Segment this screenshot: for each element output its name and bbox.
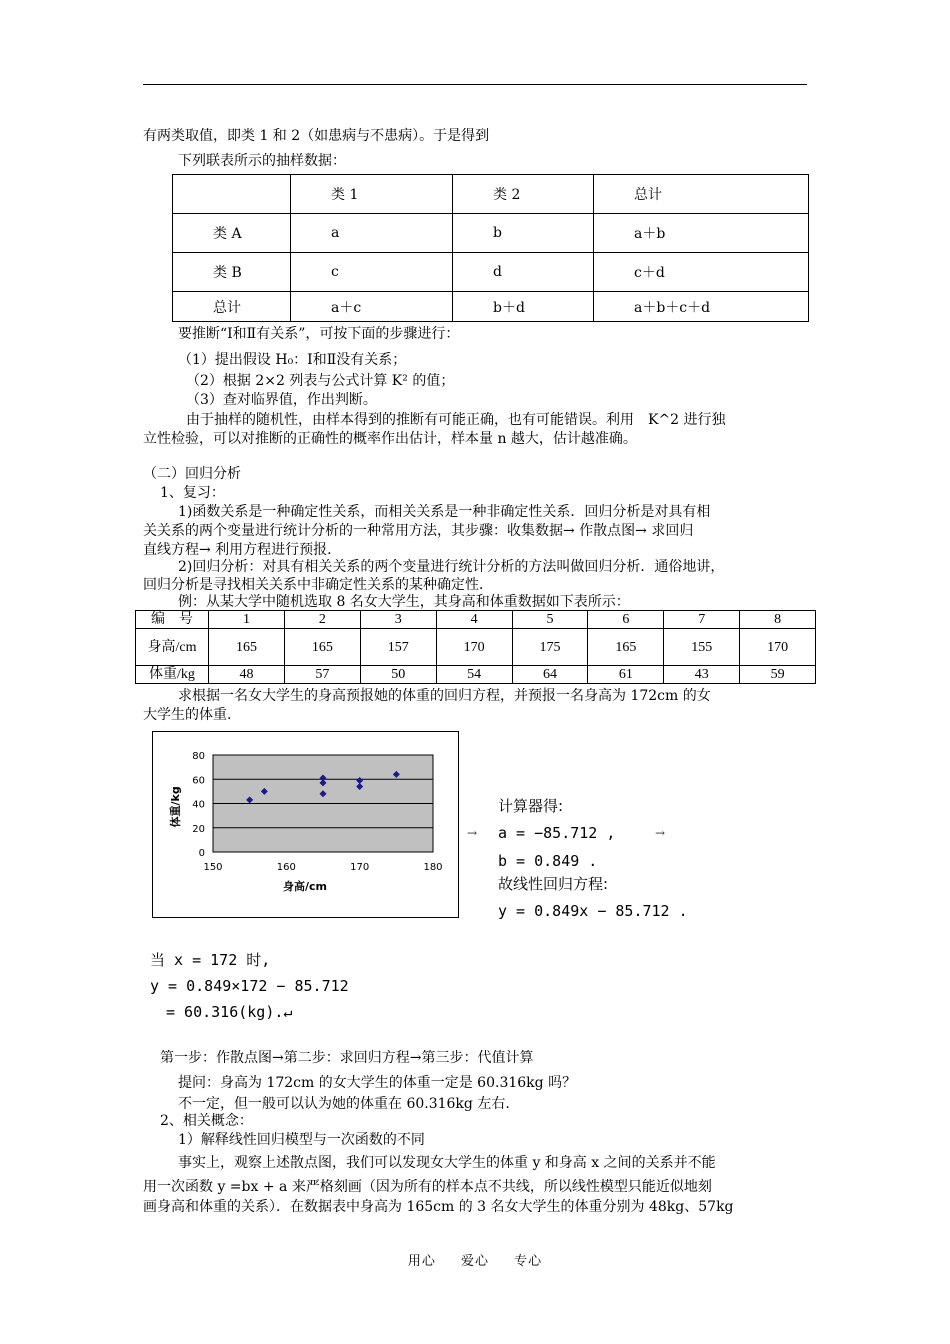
table-cell: 总计 (594, 175, 809, 214)
table-cell: 4 (436, 611, 512, 629)
table-cell: 体重/kg (136, 666, 209, 684)
x-axis-label: 身高/cm (283, 880, 327, 893)
para-line: 用一次函数 y =bx + a 来严格刻画（因为所有的样本点不共线，所以线性模型只能近似地刻 (143, 1179, 712, 1195)
table-cell: 59 (740, 666, 816, 684)
section-title: （二）回归分析 (143, 466, 241, 482)
calc-step1: y = 0.849×172 − 85.712 (150, 977, 349, 995)
para-line: 求根据一名女大学生的身高预报她的体重的回归方程，并预报一名身高为 172cm 的女 (178, 688, 711, 704)
step-intro: 要推断“Ⅰ和Ⅱ有关系”，可按下面的步骤进行： (178, 326, 460, 342)
para-line: 立性检验，可以对推断的正确性的概率作出估计，样本量 n 越大，估计越准确。 (143, 431, 637, 447)
y-tick-label: 80 (192, 751, 205, 762)
table-cell: 54 (436, 666, 512, 684)
x-tick-label: 160 (276, 862, 296, 873)
calc-eq: y = 0.849x − 85.712 . (498, 902, 688, 920)
scatter-chart (153, 732, 458, 917)
table-cell: c＋d (594, 253, 809, 292)
table-cell: 43 (664, 666, 740, 684)
table-cell: 总计 (173, 292, 291, 322)
table-cell: 170 (740, 629, 816, 666)
para-line: 1)函数关系是一种确定性关系，而相关关系是一种非确定性关系．回归分析是对具有相 (178, 504, 711, 520)
table-cell: 8 (740, 611, 816, 629)
table-cell: 50 (360, 666, 436, 684)
table-row (136, 611, 816, 629)
para-line: 下列联表所示的抽样数据： (178, 153, 346, 169)
table-cell (173, 175, 291, 214)
calc-step2: = 60.316(kg).↵ (166, 1003, 293, 1021)
para-line: 2)回归分析：对具有相关关系的两个变量进行统计分析的方法叫做回归分析．通俗地讲， (178, 559, 725, 575)
table-cell: 类 B (173, 253, 291, 292)
y-tick-label: 20 (192, 823, 205, 835)
calc-when: 当 x = 172 时, (150, 951, 271, 969)
table-cell: a (291, 214, 453, 253)
para-line: 第一步：作散点图→第二步：求回归方程→第三步：代值计算 (160, 1050, 534, 1066)
table-cell: 5 (512, 611, 588, 629)
y-axis-label: 体重/kg (169, 786, 182, 828)
table-cell: 64 (512, 666, 588, 684)
scatter-chart-frame (152, 731, 459, 918)
table-cell: 57 (284, 666, 360, 684)
table-cell: 3 (360, 611, 436, 629)
table-row (136, 666, 816, 684)
contingency-table (172, 174, 809, 322)
table-cell: 48 (209, 666, 285, 684)
para-line: 由于抽样的随机性，由样本得到的推断有可能正确，也有可能错误。利用 K^2 进行独 (186, 412, 726, 428)
table-cell: a＋b (594, 214, 809, 253)
para-line: 直线方程→ 利用方程进行预报. (143, 542, 332, 558)
table-row (173, 253, 809, 292)
table-cell: a＋b＋c＋d (594, 292, 809, 322)
x-tick-label: 170 (350, 862, 370, 873)
para-line: 回归分析是寻找相关关系中非确定性关系的某种确定性． (143, 577, 493, 593)
table-cell: 157 (360, 629, 436, 666)
para-line: 提问：身高为 172cm 的女大学生的体重一定是 60.316kg 吗？ (178, 1075, 577, 1091)
para-line: 例：从某大学中随机选取 8 名女大学生，其身高和体重数据如下表所示： (178, 594, 630, 610)
calc-eq-heading: 故线性回归方程: (498, 875, 609, 893)
table-cell: 170 (436, 629, 512, 666)
table-row (173, 292, 809, 322)
step-2: （2）根据 2×2 列表与公式计算 K² 的值； (186, 373, 455, 389)
para-line: 事实上，观察上述散点图，我们可以发现女大学生的体重 y 和身高 x 之间的关系并不能 (178, 1155, 716, 1171)
table-cell: 165 (284, 629, 360, 666)
para-line: 画身高和体重的关系）．在数据表中身高为 165cm 的 3 名女大学生的体重分别为 48kg、57kg (143, 1199, 734, 1215)
para-line: 大学生的体重. (143, 707, 232, 723)
page-footer (0, 1250, 950, 1269)
table-cell: 7 (664, 611, 740, 629)
footer-text: 专心 (514, 1254, 543, 1269)
y-tick-label: 0 (198, 848, 205, 859)
table-row (136, 629, 816, 666)
footer-text: 爱心 (460, 1254, 489, 1269)
para-line: 不一定，但一般可以认为她的体重在 60.316kg 左右. (178, 1096, 510, 1112)
para-line: 关关系的两个变量进行统计分析的一种常用方法，其步骤：收集数据→ 作散点图→ 求回归 (143, 523, 694, 539)
table-cell: 175 (512, 629, 588, 666)
table-cell: 编 号 (136, 611, 209, 629)
para-line: 有两类取值，即类 1 和 2（如患病与不患病）。于是得到 (143, 128, 490, 144)
table-cell: 类 A (173, 214, 291, 253)
para-line: 1）解释线性回归模型与一次函数的不同 (178, 1132, 425, 1148)
y-tick-label: 60 (192, 775, 205, 787)
header-rule (143, 84, 807, 85)
table-cell: c (291, 253, 453, 292)
footer-text: 用心 (407, 1254, 436, 1269)
table-cell: d (453, 253, 594, 292)
step-1: （1）提出假设 H₀：Ⅰ和Ⅱ没有关系； (178, 352, 407, 368)
x-tick-label: 180 (423, 862, 443, 873)
table-cell: 类 2 (453, 175, 594, 214)
table-row (173, 214, 809, 253)
arrow-marker: → (655, 826, 666, 840)
table-cell: 165 (209, 629, 285, 666)
table-cell: 155 (664, 629, 740, 666)
calc-heading: 计算器得: (498, 797, 564, 815)
step-3: （3）查对临界值，作出判断。 (186, 392, 377, 408)
data-table (135, 610, 816, 684)
calc-a: a = −85.712 , (498, 824, 616, 842)
table-cell: 1 (209, 611, 285, 629)
table-cell: 2 (284, 611, 360, 629)
table-cell: 61 (588, 666, 664, 684)
table-cell: 165 (588, 629, 664, 666)
calc-b: b = 0.849 . (498, 852, 598, 870)
table-cell: b (453, 214, 594, 253)
y-tick-label: 40 (192, 799, 205, 811)
table-cell: 类 1 (291, 175, 453, 214)
table-cell: 身高/cm (136, 629, 209, 666)
table-cell: b＋d (453, 292, 594, 322)
table-row (173, 175, 809, 214)
table-cell: 6 (588, 611, 664, 629)
table-cell: a＋c (291, 292, 453, 322)
subsection-title: 2、相关概念： (160, 1113, 253, 1129)
subsection-title: 1、复习： (160, 485, 225, 501)
arrow-marker: → (467, 826, 478, 840)
x-tick-label: 150 (203, 862, 223, 873)
